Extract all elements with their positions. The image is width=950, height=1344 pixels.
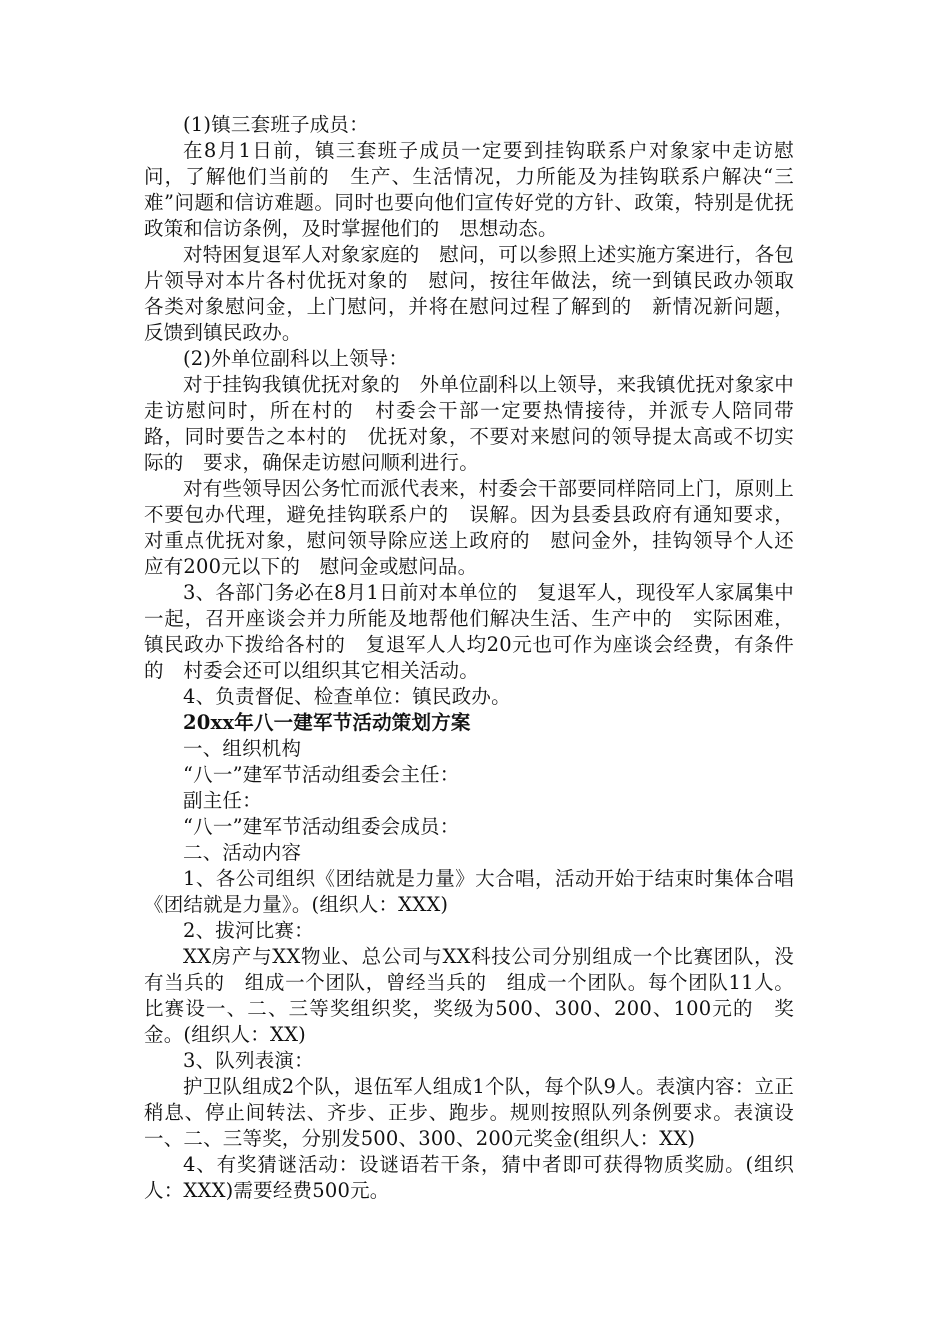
document-body [144, 112, 794, 1204]
paragraph-sub1-title: (1)镇三套班子成员： [183, 113, 369, 136]
section-heading: 20xx年八一建军节活动策划方案 [183, 711, 471, 734]
paragraph: 对于挂钩我镇优抚对象的 外单位副科以上领导，来我镇优抚对象家中走访慰问时，所在村的 村委会干部一定要热情接待，并派专人陪同带路，同时要告之本村的 优抚对象，不要对来慰问的领导提太高或不切实际的 要求，确保走访慰问顺利进行。 [144, 373, 794, 474]
paragraph: “八一”建军节活动组委会主任： [183, 763, 460, 786]
paragraph: 在8月1日前，镇三套班子成员一定要到挂钩联系户对象家中走访慰问，了解他们当前的 生产、生活情况，力所能及为挂钩联系户解决“三难”问题和信访难题。同时也要向他们宣传好党的方针、政策，特别是优抚政策和信访条例，及时掌握他们的 思想动态。 [144, 139, 794, 240]
paragraph: 4、负责督促、检查单位：镇民政办。 [183, 685, 511, 708]
paragraph: 一、组织机构 [183, 737, 302, 760]
paragraph: 4、有奖猜谜活动：设谜语若干条，猜中者即可获得物质奖励。(组织人：XXX)需要经费500元。 [144, 1153, 794, 1202]
paragraph: 对特困复退军人对象家庭的 慰问，可以参照上述实施方案进行，各包片领导对本片各村优抚对象的 慰问，按往年做法，统一到镇民政办领取各类对象慰问金，上门慰问，并将在慰问过程了解到的 新情况新问题，反馈到镇民政办。 [144, 243, 794, 344]
paragraph: 3、各部门务必在8月1日前对本单位的 复退军人，现役军人家属集中一起，召开座谈会并力所能及地帮他们解决生活、生产中的 实际困难，镇民政办下拨给各村的 复退军人人均20元也可作为座谈会经费，有条件的 村委会还可以组织其它相关活动。 [144, 581, 794, 682]
paragraph: “八一”建军节活动组委会成员： [183, 815, 460, 838]
paragraph: 二、活动内容 [183, 841, 302, 864]
paragraph: 3、队列表演： [183, 1049, 314, 1072]
paragraph: XX房产与XX物业、总公司与XX科技公司分别组成一个比赛团队，没有当兵的 组成一个团队，曾经当兵的 组成一个团队。每个团队11人。比赛设一、二、三等奖组织奖，奖级为500、300、200、100元的 奖金。(组织人：XX) [144, 945, 795, 1046]
paragraph: 对有些领导因公务忙而派代表来，村委会干部要同样陪同上门，原则上不要包办代理，避免挂钩联系户的 误解。因为县委县政府有通知要求，对重点优抚对象，慰问领导除应送上政府的 慰问金外，挂钩领导个人还应有200元以下的 慰问金或慰问品。 [144, 477, 794, 578]
paragraph-sub2-title: (2)外单位副科以上领导： [183, 347, 409, 370]
paragraph: 副主任： [183, 789, 262, 812]
paragraph: 护卫队组成2个队，退伍军人组成1个队，每个队9人。表演内容：立正稍息、停止间转法、齐步、正步、跑步。规则按照队列条例要求。表演设一、二、三等奖，分别发500、300、200元奖金(组织人：XX) [144, 1075, 794, 1150]
paragraph: 1、各公司组织《团结就是力量》大合唱，活动开始于结束时集体合唱《团结就是力量》。(组织人：XXX) [144, 867, 794, 916]
paragraph: 2、拔河比赛： [183, 919, 314, 942]
